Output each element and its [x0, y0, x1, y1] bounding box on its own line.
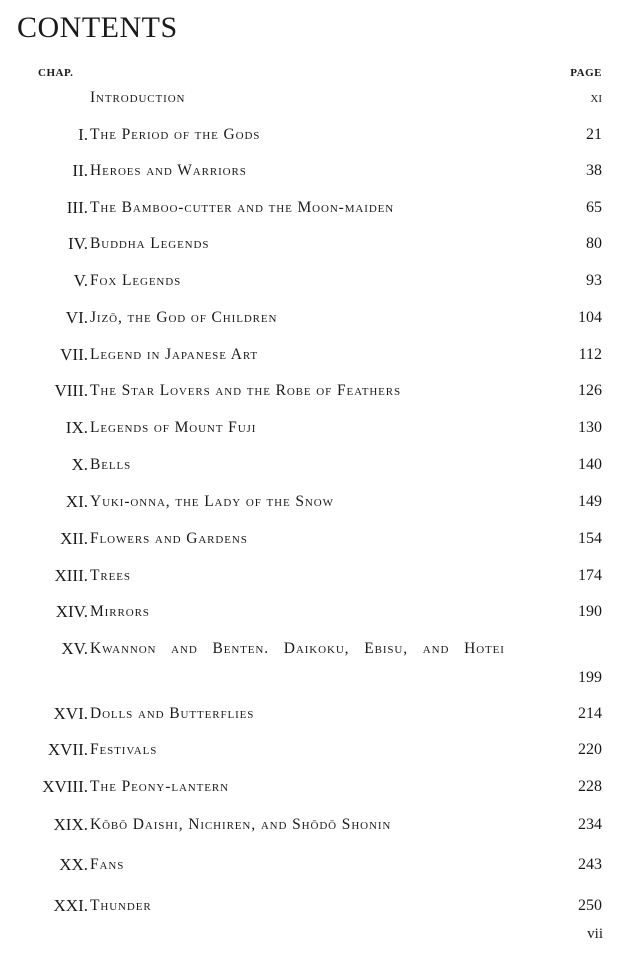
chapter-title: The Star Lovers and the Robe of Feathers [90, 382, 402, 399]
page-number: 140 [578, 456, 602, 473]
chapter-number: IV. [68, 234, 88, 253]
chapter-title: Kwannon and Benten. Daikoku, Ebisu, and Hotei [90, 640, 505, 657]
page-number: 243 [578, 856, 602, 873]
toc-entry-11 [0, 490, 620, 514]
toc-entry-7 [0, 343, 620, 367]
chapter-number: XV. [61, 639, 88, 658]
chapter-title: Legend in Japanese Art [90, 346, 259, 363]
page-number: 21 [586, 126, 602, 143]
chapter-number: VI. [65, 308, 88, 327]
chapter-number: II. [72, 161, 88, 180]
chapter-number: III. [66, 198, 88, 217]
chapter-title: Thunder [90, 897, 152, 914]
toc-entry-12 [0, 527, 620, 551]
chapter-title: Flowers and Gardens [90, 530, 248, 547]
toc-entry-10 [0, 453, 620, 477]
chapter-title: The Bamboo-cutter and the Moon-maiden [90, 199, 395, 216]
toc-entry-15 [0, 637, 620, 693]
toc-entry-17 [0, 738, 620, 762]
toc-entry-introduction [0, 86, 620, 110]
chapter-title: Buddha Legends [90, 235, 210, 252]
chapter-number: VIII. [54, 381, 88, 400]
toc-entry-1 [0, 123, 620, 147]
toc-entry-3 [0, 196, 620, 220]
page-folio: vii [587, 926, 603, 942]
toc-entry-14 [0, 600, 620, 624]
page-title: CONTENTS [17, 11, 178, 44]
toc-entry-2 [0, 159, 620, 183]
chapter-title: The Peony-lantern [90, 778, 229, 795]
chapter-number: XVII. [47, 740, 88, 759]
page-number: 199 [578, 669, 602, 686]
page-number: 149 [578, 493, 602, 510]
toc-entry-16 [0, 702, 620, 726]
page-number: 234 [578, 816, 602, 833]
toc-entry-5 [0, 269, 620, 293]
chapter-title: Mirrors [90, 603, 150, 620]
chapter-title: Kōbō Daishi, Nichiren, and Shōdō Shonin [90, 816, 392, 833]
page-number: 174 [578, 567, 602, 584]
chapter-number: XI. [65, 492, 88, 511]
chapter-number: IX. [65, 418, 88, 437]
chapter-title: Fox Legends [90, 272, 182, 289]
page-number: 112 [578, 346, 602, 363]
chapter-number: XIII. [54, 566, 88, 585]
chapter-title: Trees [90, 567, 131, 584]
page-number: 228 [578, 778, 602, 795]
page-number: 104 [578, 309, 602, 326]
chapter-title: Fans [90, 856, 125, 873]
toc-entry-4 [0, 232, 620, 256]
chapter-number: XX. [59, 855, 88, 874]
chapter-title: Bells [90, 456, 132, 473]
toc-entry-9 [0, 416, 620, 440]
toc-entry-19 [0, 813, 620, 837]
chapter-title: Yuki-onna, the Lady of the Snow [90, 493, 334, 510]
page-number: 250 [578, 897, 602, 914]
chapter-number: XXI. [53, 896, 88, 915]
toc-entry-21 [0, 894, 620, 918]
page-number: 65 [586, 199, 602, 216]
chapter-number: X. [71, 455, 88, 474]
page-number: 93 [586, 272, 602, 289]
page-number: 38 [586, 162, 602, 179]
chapter-title: Introduction [90, 89, 186, 106]
chapter-title: Legends of Mount Fuji [90, 419, 257, 436]
page-number: 154 [578, 530, 602, 547]
chapter-number: XIX. [53, 815, 88, 834]
chapter-number: V. [73, 271, 88, 290]
chapter-number: I. [78, 125, 88, 144]
page-number: 214 [578, 705, 602, 722]
page-number: 80 [586, 235, 602, 252]
toc-entry-18 [0, 775, 620, 799]
page-column-label: PAGE [570, 67, 602, 79]
chapter-title: Dolls and Butterflies [90, 705, 255, 722]
toc-entry-20 [0, 853, 620, 877]
chapter-number: XVI. [53, 704, 88, 723]
toc-entry-6 [0, 306, 620, 330]
chapter-number: XIV. [55, 602, 88, 621]
page-number: xi [590, 89, 602, 106]
page-number: 190 [578, 603, 602, 620]
chapter-column-label: CHAP. [38, 67, 74, 79]
chapter-title: Heroes and Warriors [90, 162, 247, 179]
toc-entry-8 [0, 379, 620, 403]
chapter-number: VII. [60, 345, 88, 364]
toc-entry-13 [0, 564, 620, 588]
page-number: 220 [578, 741, 602, 758]
page-number: 130 [578, 419, 602, 436]
chapter-title: Festivals [90, 741, 158, 758]
chapter-number: XII. [60, 529, 88, 548]
chapter-title: The Period of the Gods [90, 126, 261, 143]
chapter-title: Jizō, the God of Children [90, 309, 278, 326]
page-number: 126 [578, 382, 602, 399]
chapter-number: XVIII. [42, 777, 88, 796]
